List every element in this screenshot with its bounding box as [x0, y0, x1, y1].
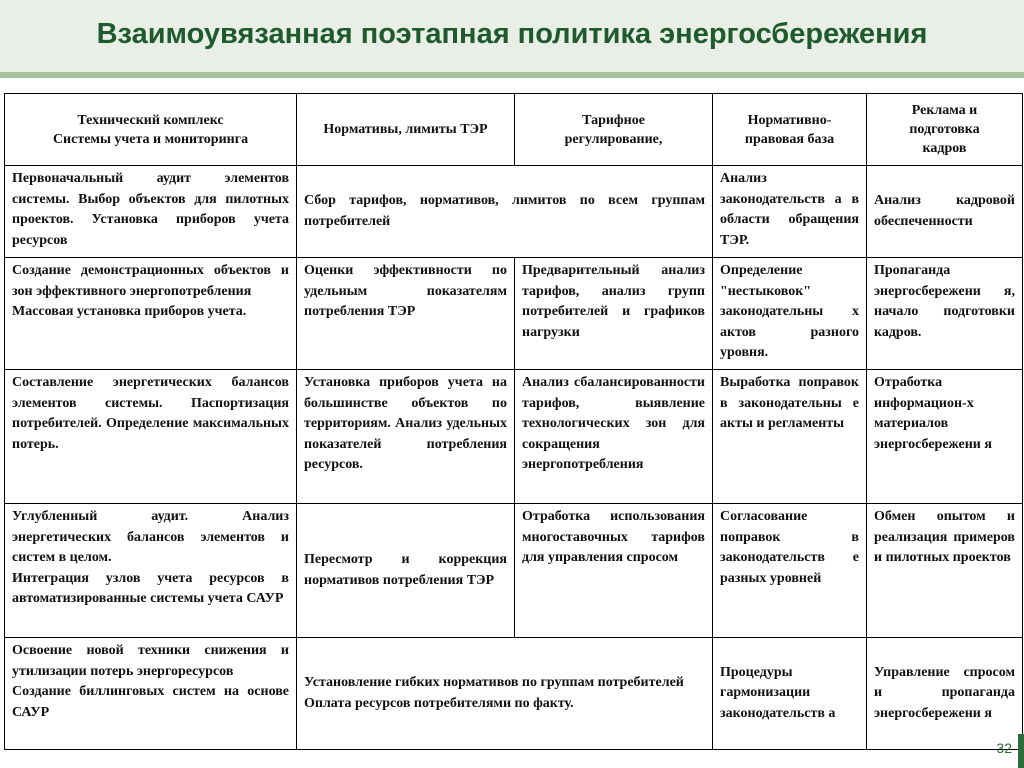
- corner-accent-bar: [1018, 734, 1024, 768]
- page-number: 32: [996, 740, 1012, 756]
- table-row: [5, 370, 1023, 504]
- cell-legal: Согласование поправок в законодательств е разных уровней: [713, 504, 867, 638]
- cell-ads: Пропаганда энергосбережени я, начало подготовки кадров.: [867, 258, 1023, 370]
- cell-norms-tariff: Сбор тарифов, нормативов, лимитов по всем группам потребителей: [297, 166, 713, 258]
- header-cell-norms: Нормативы, лимиты ТЭР: [297, 94, 515, 166]
- table-header-row: [5, 94, 1023, 166]
- header-cell-tariff: Тарифное регулирование,: [515, 94, 713, 166]
- cell-tech: Углубленный аудит. Анализ энергетических балансов элементов и систем в целом. Интеграция узлов учета ресурсов в автоматизированные системы учета САУР: [5, 504, 297, 638]
- cell-ads: Анализ кадровой обеспеченности: [867, 166, 1023, 258]
- header-cell-legal: Нормативно- правовая база: [713, 94, 867, 166]
- cell-ads: Управление спросом и пропаганда энергосбережени я: [867, 638, 1023, 750]
- cell-norms: Установка приборов учета на большинстве объектов по территориям. Анализ удельных показателей потребления ресурсов.: [297, 370, 515, 504]
- header-cell-tech: Технический комплекс Системы учета и мониторинга: [5, 94, 297, 166]
- table-row: [5, 638, 1023, 750]
- cell-tech: Составление энергетических балансов элементов системы. Паспортизация потребителей. Определение максимальных потерь.: [5, 370, 297, 504]
- cell-ads: Отработка информацион-х материалов энергосбережени я: [867, 370, 1023, 504]
- cell-norms-tariff: Установление гибких нормативов по группам потребителей Оплата ресурсов потребителями по факту.: [297, 638, 713, 750]
- cell-tech: Создание демонстрационных объектов и зон эффективного энергопотребления Массовая установка приборов учета.: [5, 258, 297, 370]
- cell-legal: Определение "нестыковок" законодательны х актов разного уровня.: [713, 258, 867, 370]
- table-row: [5, 166, 1023, 258]
- cell-legal: Выработка поправок в законодательны е акты и регламенты: [713, 370, 867, 504]
- cell-tariff: Отработка использования многоставочных тарифов для управления спросом: [515, 504, 713, 638]
- cell-tech: Освоение новой техники снижения и утилизации потерь энергоресурсов Создание биллинговых систем на основе САУР: [5, 638, 297, 750]
- page-title: Взаимоувязанная поэтапная политика энергосбережения: [96, 18, 928, 50]
- cell-ads: Обмен опытом и реализация примеров и пилотных проектов: [867, 504, 1023, 638]
- title-underline: [0, 72, 1024, 78]
- cell-norms: Пересмотр и коррекция нормативов потребления ТЭР: [297, 504, 515, 638]
- title-band: [0, 0, 1024, 74]
- cell-tariff: Анализ сбалансированности тарифов, выявление технологических зон для сокращения энергопотребления: [515, 370, 713, 504]
- policy-table: [4, 93, 1023, 750]
- table-row: [5, 258, 1023, 370]
- cell-tech: Первоначальный аудит элементов системы. Выбор объектов для пилотных проектов. Установка приборов учета ресурсов: [5, 166, 297, 258]
- cell-norms: Оценки эффективности по удельным показателям потребления ТЭР: [297, 258, 515, 370]
- table-row: [5, 504, 1023, 638]
- cell-tariff: Предварительный анализ тарифов, анализ групп потребителей и графиков нагрузки: [515, 258, 713, 370]
- cell-legal: Анализ законодательств а в области обращения ТЭР.: [713, 166, 867, 258]
- cell-legal: Процедуры гармонизации законодательств а: [713, 638, 867, 750]
- header-cell-ads: Реклама и подготовка кадров: [867, 94, 1023, 166]
